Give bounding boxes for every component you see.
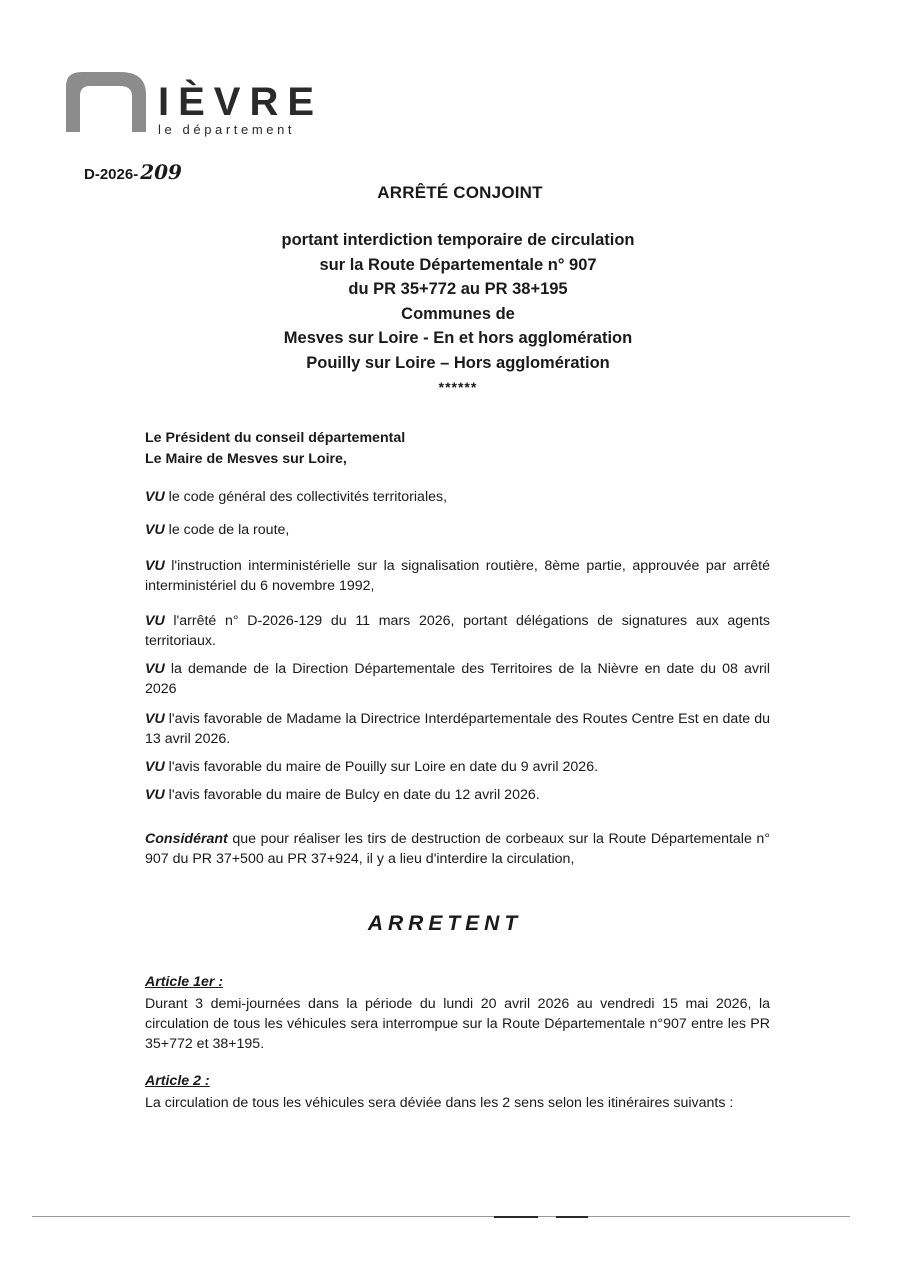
article-1-text: Durant 3 demi-journées dans la période du lundi 20 avril 2026 au vendredi 15 mai 2026, la circulation de tous les véhicules sera interrompue sur la Route Départementale n°907 entre les PR 35+772 et 38+195. bbox=[145, 996, 770, 1052]
logo-n-mark-icon bbox=[60, 64, 152, 134]
decision-heading: ARRETENT bbox=[367, 912, 523, 935]
visa-lead: VU bbox=[145, 489, 165, 505]
document-title: ARRÊTÉ CONJOINT bbox=[377, 183, 543, 202]
subtitle-line: Pouilly sur Loire – Hors agglomération bbox=[306, 353, 610, 372]
visa-lead: VU bbox=[145, 759, 165, 775]
visa-text: l'arrêté n° D-2026-129 du 11 mars 2026, portant délégations de signatures aux agents territoriaux. bbox=[145, 613, 770, 649]
subtitle-line: Mesves sur Loire - En et hors agglomération bbox=[283, 329, 633, 348]
visa-text: l'avis favorable du maire de Bulcy en date du 12 avril 2026. bbox=[164, 787, 540, 803]
footer-rule bbox=[32, 1216, 850, 1217]
visa-text: l'instruction interministérielle sur la signalisation routière, 8ème partie, approuvée par arrêté interministériel du 6 novembre 1992, bbox=[145, 558, 770, 594]
visa-paragraph bbox=[145, 659, 770, 699]
visa-text: l'avis favorable de Madame la Directrice Interdépartementale des Routes Centre Est en date du 13 avril 2026. bbox=[145, 711, 770, 747]
nievre-logo bbox=[60, 64, 350, 144]
considerant-paragraph bbox=[145, 829, 770, 869]
logo-wordmark: IÈVRE bbox=[158, 80, 324, 124]
visa-lead: VU bbox=[145, 613, 165, 629]
visa-text: la demande de la Direction Départementale des Territoires de la Nièvre en date du 08 avril 2026 bbox=[145, 661, 770, 697]
visa-text: le code de la route, bbox=[164, 522, 290, 538]
visa-text: l'avis favorable du maire de Pouilly sur Loire en date du 9 avril 2026. bbox=[164, 759, 599, 775]
visa-paragraph bbox=[145, 556, 770, 596]
author-line: Le Maire de Mesves sur Loire, bbox=[145, 451, 347, 467]
author-line: Le Président du conseil départemental bbox=[145, 430, 406, 446]
visa-lead: VU bbox=[145, 558, 165, 574]
footer-mark bbox=[494, 1216, 538, 1218]
considerant-text: que pour réaliser les tirs de destruction de corbeaux sur la Route Départementale n° 907 du PR 37+500 au PR 37+924, il y a lieu d'interdire la circulation, bbox=[145, 831, 770, 867]
visa-paragraph bbox=[145, 785, 770, 805]
subtitle-line: sur la Route Départementale n° 907 bbox=[319, 255, 597, 274]
visa-paragraph bbox=[145, 520, 770, 540]
visa-text: le code général des collectivités territoriales, bbox=[164, 489, 448, 505]
logo-subtitle: le département bbox=[158, 122, 296, 137]
document-subtitle bbox=[0, 228, 900, 376]
reference-prefix: D-2026- bbox=[84, 166, 139, 183]
article-2-title: Article 2 : bbox=[145, 1073, 210, 1089]
visa-paragraph bbox=[145, 487, 770, 507]
article-1-title: Article 1er : bbox=[145, 974, 224, 990]
visa-paragraph bbox=[145, 757, 770, 777]
footer-mark bbox=[556, 1216, 588, 1218]
reference-handwritten-number: 209 bbox=[140, 160, 182, 184]
visa-lead: VU bbox=[145, 661, 165, 677]
asterisk-separator: ****** bbox=[438, 379, 478, 395]
subtitle-line: Communes de bbox=[401, 304, 515, 323]
subtitle-line: portant interdiction temporaire de circulation bbox=[281, 231, 635, 249]
article-2-text: La circulation de tous les véhicules sera déviée dans les 2 sens selon les itinéraires suivants : bbox=[145, 1095, 734, 1111]
visa-paragraph bbox=[145, 611, 770, 651]
visa-lead: VU bbox=[145, 787, 165, 803]
visa-lead: VU bbox=[145, 522, 165, 538]
document-reference bbox=[84, 160, 182, 184]
authors-block bbox=[145, 428, 405, 470]
visa-lead: VU bbox=[145, 711, 165, 727]
subtitle-line: du PR 35+772 au PR 38+195 bbox=[348, 280, 568, 299]
visa-paragraph bbox=[145, 709, 770, 749]
considerant-lead: Considérant bbox=[145, 831, 228, 847]
